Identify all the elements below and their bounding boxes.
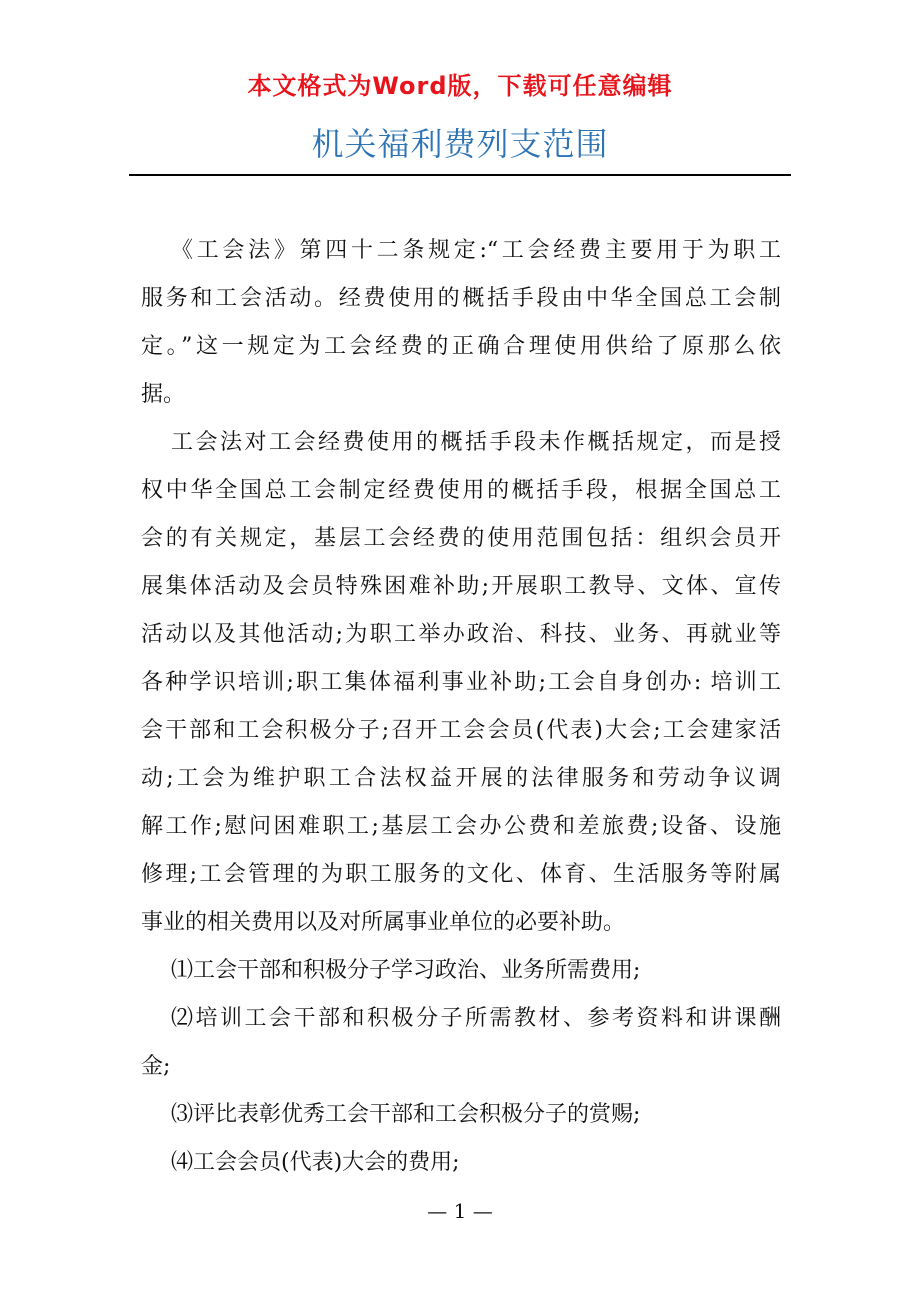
text-line: 工会法对工会经费使用的概括手段未作概括规定，而是授 [171, 430, 781, 455]
title-divider [129, 174, 791, 176]
text-line: 展集体活动及会员特殊困难补助;开展职工教导、文体、宣传 [141, 574, 781, 599]
list-item-4: ⑷工会会员(代表)大会的费用; [171, 1150, 460, 1175]
text-line: 事业的相关费用以及对所属事业单位的必要补助。 [141, 910, 626, 935]
text-line: 修理;工会管理的为职工服务的文化、体育、生活服务等附属 [141, 862, 781, 887]
text-line: 动;工会为维护职工合法权益开展的法律服务和劳动争议调 [141, 766, 781, 791]
text-line: 各种学识培训;职工集体福利事业补助;工会自身创办: 培训工 [141, 670, 781, 695]
page-number: — 1 — [427, 1199, 493, 1223]
format-notice: 本文格式为Word版，下载可任意编辑 [247, 72, 673, 100]
text-line: ⑵培训工会干部和积极分子所需教材、参考资料和讲课酬 [171, 1006, 781, 1031]
text-line: 金; [141, 1054, 171, 1079]
text-line: 解工作;慰问困难职工;基层工会办公费和差旅费;设备、设施 [141, 814, 781, 839]
text-line: 会的有关规定，基层工会经费的使用范围包括：组织会员开 [141, 526, 781, 551]
text-line: 据。 [141, 382, 186, 407]
list-item-1: ⑴工会干部和积极分子学习政治、业务所需费用; [171, 958, 641, 983]
text-line: 定。”这一规定为工会经费的正确合理使用供给了原那么依 [141, 334, 781, 359]
document-title: 机关福利费列支范围 [311, 125, 609, 163]
text-line: 会干部和工会积极分子;召开工会会员(代表)大会;工会建家活 [141, 718, 781, 743]
list-item-2 [141, 995, 781, 1091]
text-line: 活动以及其他活动;为职工举办政治、科技、业务、再就业等 [141, 622, 781, 647]
text-line: 服务和工会活动。经费使用的概括手段由中华全国总工会制 [141, 286, 781, 311]
paragraph-1 [141, 227, 781, 419]
list-item-3: ⑶评比表彰优秀工会干部和工会积极分子的赏赐; [171, 1102, 641, 1127]
text-line: 权中华全国总工会制定经费使用的概括手段，根据全国总工 [141, 478, 781, 503]
paragraph-2 [141, 419, 781, 947]
text-line: 《工会法》第四十二条规定:“工会经费主要用于为职工 [171, 238, 781, 263]
document-body [141, 227, 781, 1187]
